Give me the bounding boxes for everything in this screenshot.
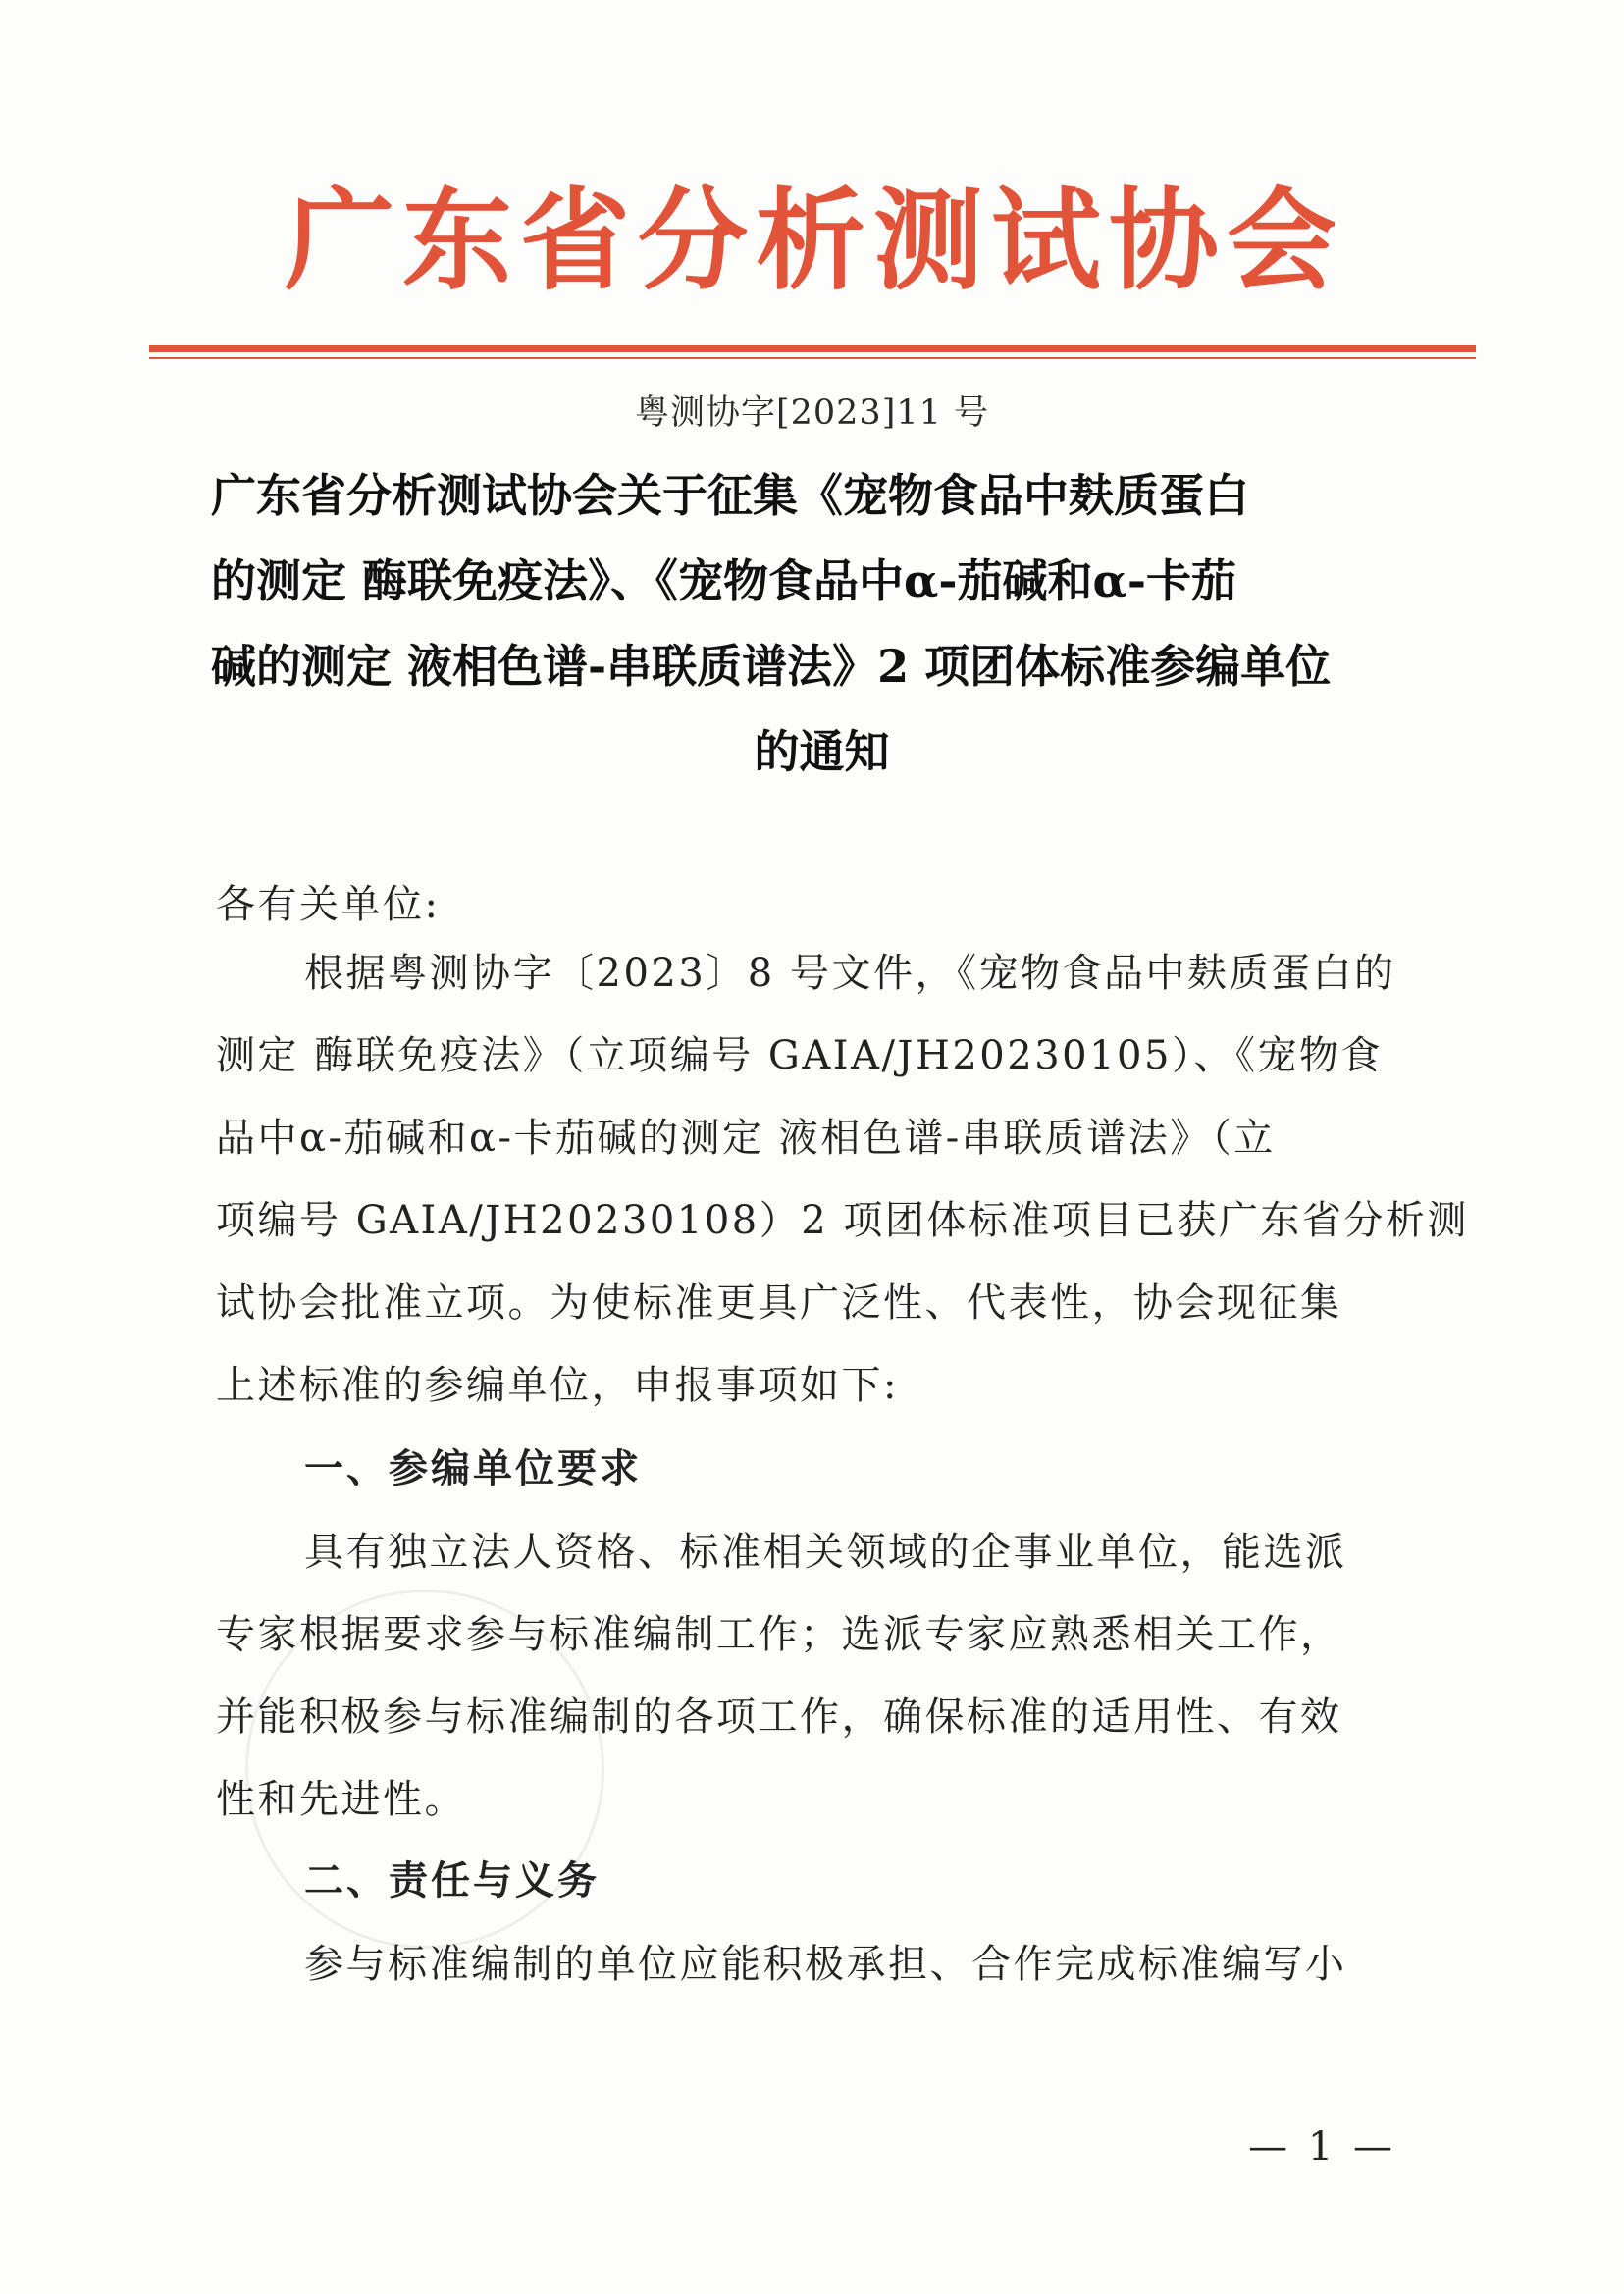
section-1-body <box>216 1511 1433 1841</box>
section-1-heading <box>216 1428 1433 1510</box>
paragraph-line: 品中α-茄碱和α-卡茄碱的测定 液相色谱-串联质谱法》（立 <box>216 1116 1276 1161</box>
section-heading-text: 二、责任与义务 <box>304 1858 600 1903</box>
paragraph-line: 性和先进性。 <box>216 1777 466 1822</box>
section-heading-text: 一、参编单位要求 <box>304 1446 642 1491</box>
organization-header: 广东省分析测试协会 <box>285 178 1344 305</box>
paragraph-line: 并能积极参与标准编制的各项工作，确保标准的适用性、有效 <box>216 1694 1342 1740</box>
title-line: 的通知 <box>754 725 890 778</box>
paragraph-line: 项编号 GAIA/JH20230108）2 项团体标准项目已获广东省分析测 <box>216 1198 1469 1243</box>
section-2-body <box>216 1923 1433 2006</box>
paragraph-1 <box>216 932 1469 1427</box>
paragraph-line: 测定 酶联免疫法》（立项编号 GAIA/JH20230105）、《宠物食 <box>216 1033 1383 1078</box>
notice-title <box>211 453 1433 795</box>
paragraph-line: 专家根据要求参与标准编制工作；选派专家应熟悉相关工作， <box>216 1612 1342 1657</box>
paragraph-line: 根据粤测协字〔2023〕8 号文件，《宠物食品中麸质蛋白的 <box>304 951 1396 996</box>
title-line: 的测定 酶联免疫法》、《宠物食品中α-茄碱和α-卡茄 <box>211 554 1236 607</box>
salutation-text: 各有关单位: <box>216 882 441 927</box>
paragraph-line: 参与标准编制的单位应能积极承担、合作完成标准编写小 <box>304 1942 1347 1987</box>
section-2-heading <box>216 1840 1433 1922</box>
title-line: 广东省分析测试协会关于征集《宠物食品中麸质蛋白 <box>211 469 1249 522</box>
paragraph-line: 试协会批准立项。为使标准更具广泛性、代表性，协会现征集 <box>216 1280 1342 1326</box>
header-rule-thick <box>149 345 1476 352</box>
paragraph-line: 具有独立法人资格、标准相关领域的企事业单位，能选派 <box>304 1530 1347 1575</box>
page-number: — 1 — <box>1248 2124 1396 2169</box>
document-number: 粤测协字[2023]11 号 <box>634 393 990 433</box>
title-line: 碱的测定 液相色谱-串联质谱法》2 项团体标准参编单位 <box>211 640 1332 693</box>
paragraph-line: 上述标准的参编单位，申报事项如下: <box>216 1363 899 1408</box>
header-rule-thin <box>149 357 1476 359</box>
